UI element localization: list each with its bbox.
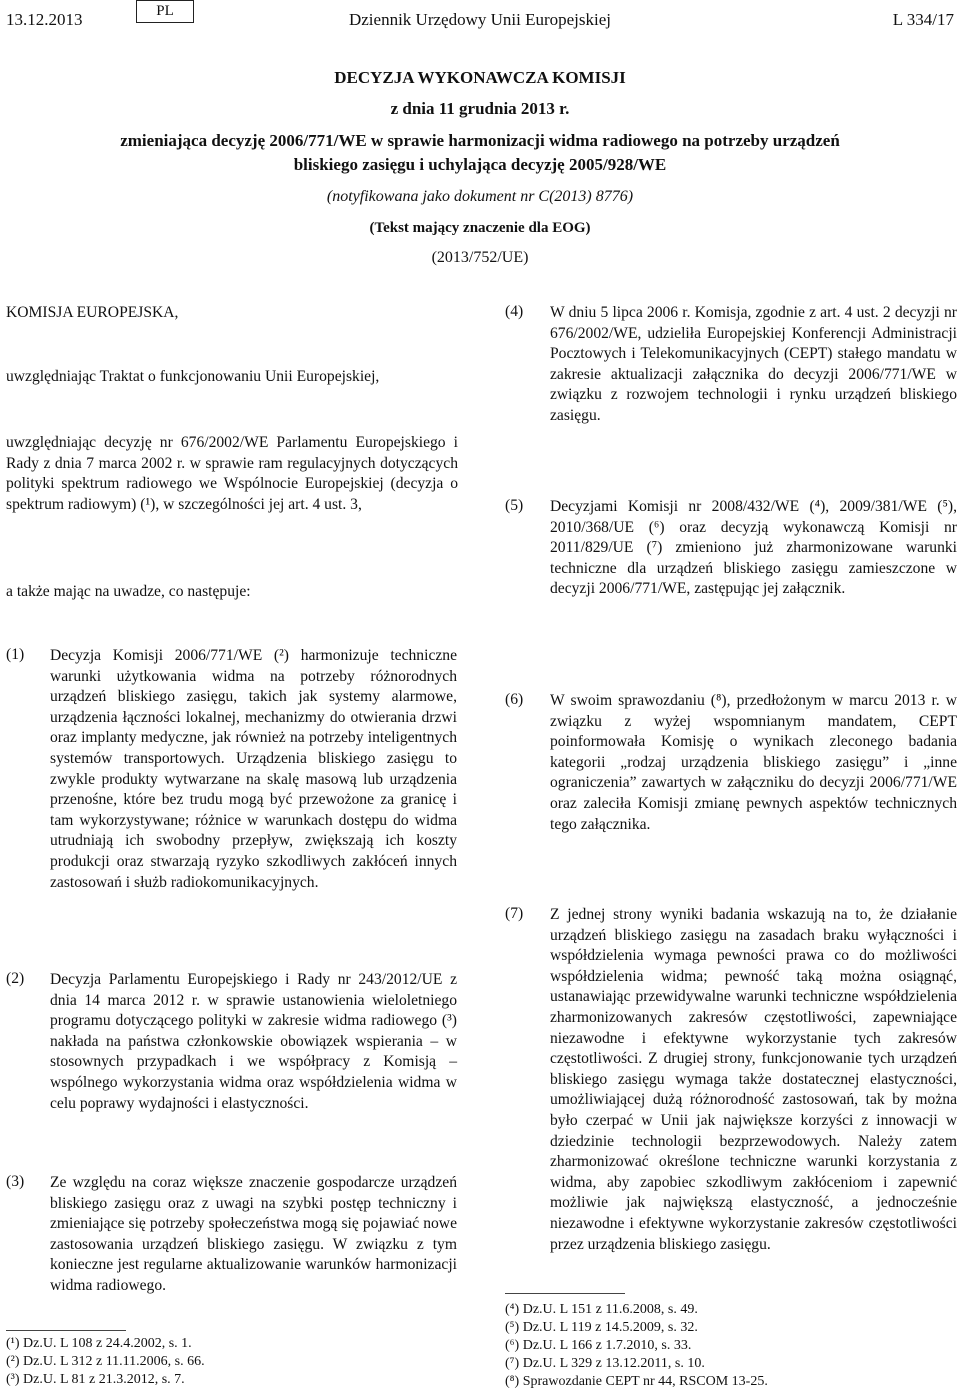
recital-3: Ze względu na coraz większe znaczenie gospodarcze urządzeń bliskiego zasięgu oraz z uwagi na szybki postęp techniczny i zmieniające się potrzeby społeczeństwa mogą się pojawiać nowe zastosowania urządzeń bliskiego zasięgu. W związku z tym konieczne jest regularne aktualizowanie warunków harmonizacji widma radiowego.	[50, 1174, 457, 1294]
header-date: 13.12.2013	[6, 10, 83, 29]
decision-subject-line1: zmieniająca decyzję 2006/771/WE w sprawie harmonizacji widma radiowego na potrzeby urządzeń	[120, 131, 840, 150]
preamble-commission: KOMISJA EUROPEJSKA,	[6, 304, 179, 321]
footnote-separator-left	[6, 1330, 126, 1331]
footnote-separator-right	[505, 1293, 625, 1294]
decision-subject-line2: bliskiego zasięgu i uchylająca decyzję 2005/928/WE	[293, 155, 667, 174]
recital-5: Decyzjami Komisji nr 2008/432/WE (⁴), 2009/381/WE (⁵), 2010/368/UE (⁶) oraz decyzją wykonawczą Komisji nr 2011/829/UE (⁷) zmieniono już zharmonizowane warunki techniczne dla urządzeń bliskiego zasięgu zamieszczone w decyzji 2006/771/WE, zastępując jej załącznik.	[550, 498, 957, 598]
notification-note: (notyfikowana jako dokument nr C(2013) 8776)	[326, 188, 634, 205]
journal-title: Dziennik Urzędowy Unii Europejskiej	[348, 10, 611, 29]
recital-1: Decyzja Komisji 2006/771/WE (²) harmonizuje techniczne warunki użytkowania widma na potrzeby różnorodnych urządzeń bliskiego zasięgu, takich jak systemy alarmowe, urządzenia łączności lokalnej, mechanizmy do otwierania drzwi oraz implanty medyczne, jak również na potrzeby inteligentnych systemów transportowych. Urządzenia bliskiego zasięgu to zwykle produkty wytwarzane na skalę masową lub urządzenia przenośne, które bez trudu mogą być przewożone za granicę i tam wykorzystywane; różnice w warunkach dostępu do widma utrudniają ich swobodny przepływ, zwiększają ich koszty produkcji oraz stwarzają ryzyko szkodliwych zakłóceń innych zastosowań i służb radiokomunikacyjnych.	[50, 647, 457, 891]
whereas-intro: a także mając na uwadze, co następuje:	[6, 583, 251, 600]
recital-2: Decyzja Parlamentu Europejskiego i Rady nr 243/2012/UE z dnia 14 marca 2012 r. w sprawie ustanowienia wieloletniego programu dotyczącego polityki w zakresie widma radiowego (³) nakłada na państwa członkowskie obowiązek wspierania – w stosownych przypadkach i we współpracy z Komisją – wspólnego wykorzystania widma oraz współdzielenia widma w celu poprawy wydajności i elastyczności.	[50, 971, 457, 1112]
language-badge: PL	[136, 0, 194, 23]
citation-decision-676: uwzględniając decyzję nr 676/2002/WE Parlamentu Europejskiego i Rady z dnia 7 marca 2002 r. w sprawie ram regulacyjnych dotyczących polityki spektrum radiowego we Wspólnocie Europejskiej (decyzja o spektrum radiowym) (¹), w szczególności jej art. 4 ust. 3,	[6, 434, 458, 513]
recital-4: W dniu 5 lipca 2006 r. Komisja, zgodnie z art. 4 ust. 2 decyzji nr 676/2002/WE, udzieliła Europejskiej Konferencji Administracji Pocztowych i Telekomunikacyjnych (CEPT) stałego mandatu w zakresie aktualizacji załącznika do decyzji 2006/771/WE w związku z rozwojem technologii i rynku urządzeń bliskiego zasięgu.	[550, 304, 957, 424]
footnote-3: (³) Dz.U. L 81 z 21.3.2012, s. 7.	[6, 1372, 185, 1387]
recital-1-number: (1)	[6, 646, 25, 663]
recital-5-number: (5)	[505, 497, 524, 514]
recital-6-number: (6)	[505, 691, 524, 708]
decision-date: z dnia 11 grudnia 2013 r.	[390, 99, 570, 118]
recital-6: W swoim sprawozdaniu (⁸), przedłożonym w marcu 2013 r. w związku z wyżej wspomnianym mandatem, CEPT poinformowała Komisję o wynikach zleconego badania kategorii „rodzaj urządzenia bliskiego zasięgu” i „inne ograniczenia” zawartych w załączniku do decyzji 2006/771/WE oraz zaleciła Komisji zmianę pewnych aspektów technicznych tego załącznika.	[550, 692, 957, 833]
decision-title: DECYZJA WYKONAWCZA KOMISJI	[334, 68, 626, 87]
eea-relevance: (Tekst mający znaczenie dla EOG)	[369, 220, 591, 236]
citation-treaty: uwzględniając Traktat o funkcjonowaniu Unii Europejskiej,	[6, 368, 380, 385]
recital-3-number: (3)	[6, 1173, 25, 1190]
page-reference: L 334/17	[892, 10, 954, 29]
recital-7: Z jednej strony wyniki badania wskazują na to, że działanie urządzeń bliskiego zasięgu na zasadach braku wyłączności i współdzielenia wymaga pewności prawa co do możliwości współdzielenia widma; pewność taką można osiągnąć, ustanawiając przewidywalne warunki techniczne współdzielenia zharmonizowanych zakresów częstotliwości, zapewniające niezawodne i efektywne wykorzystanie tych zakresów częstotliwości. Z drugiej strony, funkcjonowanie tych urządzeń bliskiego zasięgu wymaga także dostatecznej elastyczności, umożliwiającej dużą różnorodność zastosowań, tak by można było czerpać w Unii jak największe korzyści z innowacji w dziedzinie technologii bezprzewodowych. Należy zatem zharmonizować określone techniczne warunki korzystania z widma, aby zapobiec szkodliwym zakłóceniom i zapewnić możliwie jak największą elastyczność, a jednocześnie niezawodne i efektywne wykorzystanie zakresów częstotliwości przez urządzenia bliskiego zasięgu.	[550, 906, 957, 1253]
footnote-5: (⁵) Dz.U. L 119 z 14.5.2009, s. 32.	[505, 1320, 698, 1335]
footnote-8: (⁸) Sprawozdanie CEPT nr 44, RSCOM 13-25.	[505, 1374, 768, 1389]
footnote-2: (²) Dz.U. L 312 z 11.11.2006, s. 66.	[6, 1354, 205, 1369]
decision-number: (2013/752/UE)	[431, 249, 529, 266]
footnote-6: (⁶) Dz.U. L 166 z 1.7.2010, s. 33.	[505, 1338, 692, 1353]
footnote-4: (⁴) Dz.U. L 151 z 11.6.2008, s. 49.	[505, 1302, 698, 1317]
recital-7-number: (7)	[505, 905, 524, 922]
recital-4-number: (4)	[505, 303, 524, 320]
recital-2-number: (2)	[6, 970, 25, 987]
footnote-7: (⁷) Dz.U. L 329 z 13.12.2011, s. 10.	[505, 1356, 705, 1371]
footnote-1: (¹) Dz.U. L 108 z 24.4.2002, s. 1.	[6, 1336, 192, 1351]
